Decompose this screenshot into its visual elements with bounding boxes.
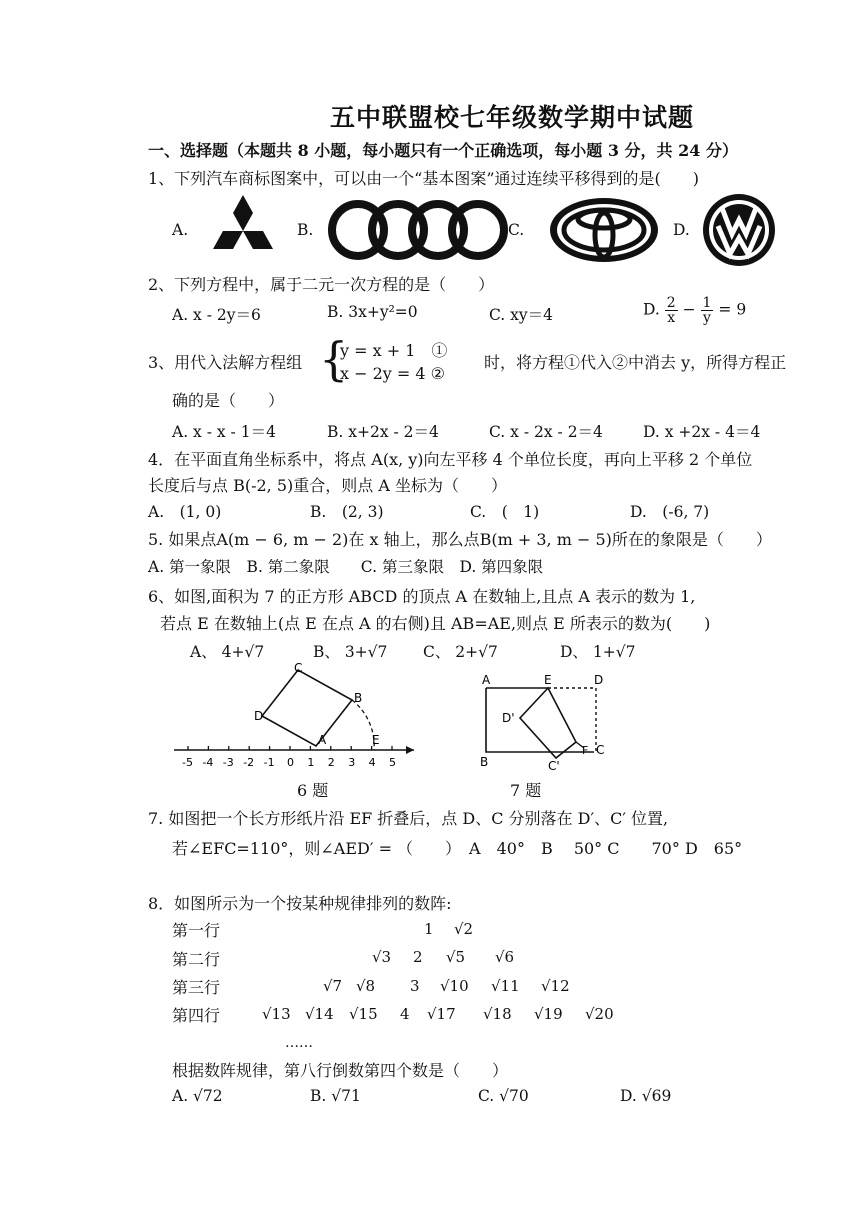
fig6-point-c: C — [294, 662, 303, 675]
q8-row4-item8: √20 — [585, 1005, 614, 1023]
q3-stem-left: 3、用代入法解方程组 — [148, 353, 303, 372]
q8-row4-item6: √18 — [483, 1005, 512, 1023]
frac1-den: x — [667, 310, 676, 326]
fig7-point-d: D — [594, 673, 604, 687]
q3-option-a: A. x - x - 1＝4 — [172, 423, 276, 441]
fig6-point-b: B — [354, 691, 363, 705]
q2-option-c: C. xy＝4 — [489, 306, 554, 324]
q8-ellipsis: …… — [285, 1035, 313, 1051]
fig6-tick-label: -5 — [182, 756, 193, 769]
q2-d-fraction-1 — [665, 296, 678, 325]
figure-7 — [474, 672, 614, 776]
q3-option-d: D. x +2x - 4＝4 — [643, 423, 761, 441]
fig7-point-d-prime: D' — [502, 711, 515, 725]
q2-option-a: A. x - 2y＝6 — [172, 306, 261, 324]
q6-option-d: D、 1+√7 — [560, 643, 636, 661]
q2-d-minus: − — [682, 300, 696, 319]
fig7-point-c-prime: C' — [548, 759, 560, 772]
q2-option-d — [643, 296, 746, 325]
q2-d-prefix: D. — [643, 300, 660, 319]
q4-option-a: A. (1, 0) — [148, 503, 222, 521]
frac2-den: y — [703, 310, 711, 326]
fig6-tick-label: -2 — [243, 756, 255, 769]
q1-stem: 1、下列汽车商标图案中，可以由一个“基本图案”通过连续平移得到的是( ) — [148, 169, 700, 188]
fig6-tick-label: 1 — [307, 756, 315, 769]
q8-row4-item7: √19 — [534, 1005, 563, 1023]
q3-system-brace: { — [319, 332, 349, 386]
q8-row3-item4: √10 — [440, 977, 469, 995]
q8-row3-item6: √12 — [541, 977, 570, 995]
q2-d-suffix: = 9 — [718, 300, 747, 319]
fig7-point-e: E — [544, 673, 552, 687]
q8-row3-item2: √8 — [356, 977, 376, 995]
figure-6 — [170, 662, 420, 784]
q6-line2: 若点 E 在数轴上(点 E 在点 A 的右侧)且 AB=AE,则点 E 所表示的数为( ) — [160, 614, 711, 633]
fig7-point-a: A — [482, 673, 491, 687]
q3-equation-2: x − 2y = 4 ② — [340, 364, 446, 383]
fig7-point-f: F — [582, 744, 589, 757]
fig6-tick-label: 5 — [389, 756, 396, 769]
q6-option-c: C、 2+√7 — [423, 643, 498, 661]
q8-option-a: A. √72 — [172, 1087, 223, 1105]
q7-line2: 若∠EFC=110°，则∠AED′ = （ ） A 40° B 50° C 70° D 65° — [172, 839, 743, 858]
q8-row2-item3: √5 — [446, 948, 466, 966]
q3-option-b: B. x+2x - 2＝4 — [327, 423, 439, 441]
fig6-point-a: A — [318, 733, 327, 747]
q8-row2-item2: 2 — [413, 948, 423, 966]
fig7-caption: 7 题 — [510, 781, 542, 800]
q4-line2: 长度后与点 B(-2, 5)重合，则点 A 坐标为（ ） — [148, 476, 507, 495]
fig7-point-c: C — [596, 743, 605, 757]
q8-row4-item5: √17 — [427, 1005, 456, 1023]
q8-row4-label: 第四行 — [172, 1006, 221, 1025]
toyota-logo-icon — [547, 195, 661, 269]
q8-option-b: B. √71 — [310, 1087, 361, 1105]
frac2-num: 1 — [702, 295, 712, 311]
q1-label-b: B. — [297, 221, 314, 239]
q3-option-c: C. x - 2x - 2＝4 — [489, 423, 603, 441]
q3-equation-1: y = x + 1 ① — [340, 341, 448, 360]
mitsubishi-logo-icon — [203, 193, 283, 267]
q4-line1: 4．在平面直角坐标系中，将点 A(x, y)向左平移 4 个单位长度，再向上平移 2 个单位 — [148, 450, 753, 469]
fig7-point-b: B — [480, 755, 489, 769]
q4-option-b: B. (2, 3) — [310, 503, 384, 521]
fig6-tick-label: 2 — [327, 756, 335, 769]
q8-row2-label: 第二行 — [172, 950, 221, 969]
q1-label-a: A. — [172, 221, 189, 239]
q6-option-a: A、 4+√7 — [190, 643, 265, 661]
q8-row4-item3: √15 — [349, 1005, 378, 1023]
q8-row1-item2: √2 — [454, 920, 474, 938]
q6-option-b: B、 3+√7 — [313, 643, 388, 661]
audi-rings-logo-icon — [326, 198, 512, 266]
q8-row3-item3: 3 — [410, 977, 420, 995]
q2-d-fraction-2 — [701, 296, 714, 325]
q8-row2-item1: √3 — [372, 948, 392, 966]
fig6-caption: 6 题 — [297, 781, 329, 800]
q3-stem-line2: 确的是（ ） — [172, 391, 285, 410]
fig6-tick-label: -3 — [222, 756, 234, 769]
fig6-tick-label: -1 — [263, 756, 275, 769]
volkswagen-logo-icon — [700, 192, 778, 272]
frac1-num: 2 — [666, 295, 676, 311]
q8-row1-item1: 1 — [424, 920, 434, 938]
fig6-point-e: E — [372, 733, 380, 747]
q7-line1: 7. 如图把一个长方形纸片沿 EF 折叠后，点 D、C 分别落在 D′、C′ 位置, — [148, 809, 669, 828]
q2-stem: 2、下列方程中，属于二元一次方程的是（ ） — [148, 275, 495, 294]
fig6-tick-label: -4 — [202, 756, 214, 769]
q8-stem: 8．如图所示为一个按某种规律排列的数阵: — [148, 894, 452, 913]
q5-stem: 5. 如果点A(m − 6, m − 2)在 x 轴上，那么点B(m + 3, m − 5)所在的象限是（ ） — [148, 530, 772, 549]
fig6-point-d: D — [254, 709, 264, 723]
section-header: 一、选择题（本题共 8 小题，每小题只有一个正确选项，每小题 3 分，共 24 分） — [148, 141, 738, 160]
q1-label-d: D. — [673, 221, 690, 239]
q8-ask: 根据数阵规律，第八行倒数第四个数是（ ） — [172, 1061, 509, 1080]
q6-line1: 6、如图,面积为 7 的正方形 ABCD 的顶点 A 在数轴上,且点 A 表示的数为 1, — [148, 587, 696, 606]
q8-row4-item4: 4 — [400, 1005, 410, 1023]
q8-row4-item2: √14 — [305, 1005, 334, 1023]
fig6-tick-label: 3 — [348, 756, 356, 769]
q8-row3-item5: √11 — [491, 977, 520, 995]
q8-option-c: C. √70 — [478, 1087, 529, 1105]
q8-row3-label: 第三行 — [172, 978, 221, 997]
page-title: 五中联盟校七年级数学期中试题 — [330, 103, 695, 132]
q1-label-c: C. — [508, 221, 525, 239]
q5-options: A. 第一象限 B. 第二象限 C. 第三象限 D. 第四象限 — [148, 558, 544, 576]
q8-row1-label: 第一行 — [172, 921, 221, 940]
q4-option-c: C. ( 1) — [470, 503, 540, 521]
fig6-tick-label: 4 — [368, 756, 376, 769]
q8-row2-item4: √6 — [495, 948, 515, 966]
q2-option-b: B. 3x+y²=0 — [327, 303, 418, 321]
q8-row3-item1: √7 — [323, 977, 343, 995]
fig6-tick-label: 0 — [287, 756, 294, 769]
q8-row4-item1: √13 — [262, 1005, 291, 1023]
q8-option-d: D. √69 — [620, 1087, 672, 1105]
q4-option-d: D. (-6, 7) — [630, 503, 710, 521]
q3-stem-right: 时，将方程①代入②中消去 y，所得方程正 — [484, 353, 787, 372]
